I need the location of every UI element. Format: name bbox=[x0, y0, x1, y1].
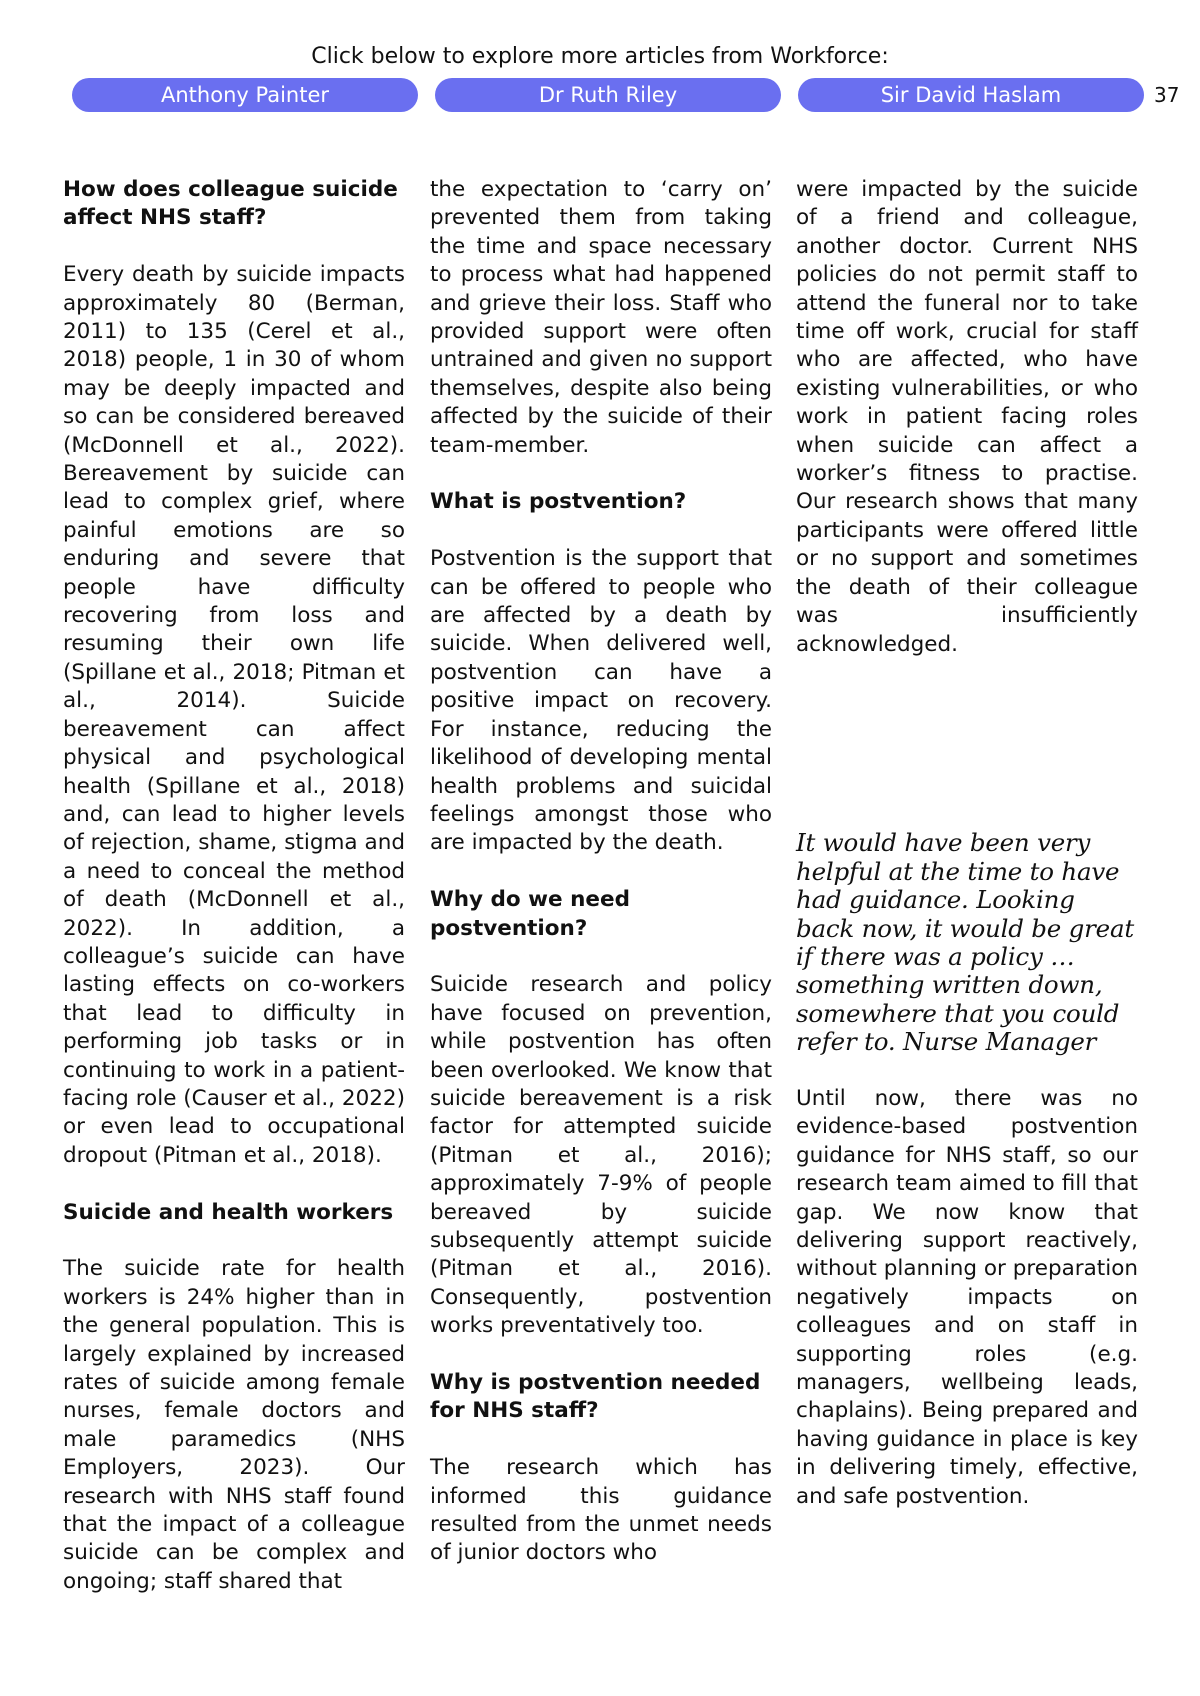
david-haslam-button[interactable]: Sir David Haslam bbox=[798, 78, 1144, 112]
body-paragraph: Until now, there was no evidence-based postvention guidance for NHS staff, so our research team aimed to fill that gap. We now know that delivering support reactively, without planning or preparation negatively impacts on colleagues and on staff in supporting roles (e.g. managers, wellbeing leads, chaplains). Being prepared and having guidance in place is key in delivering timely, effective, and safe postvention. bbox=[796, 1085, 1138, 1509]
spacer bbox=[796, 687, 1138, 829]
section-heading-why-need-postvention: Why do we need postvention? bbox=[430, 887, 630, 941]
body-paragraph: Postvention is the support that can be offered to people who are affected by a death by suicide. When delivered well, postvention can have a positive impact on recovery. For instance, reducing the likelihood of developing mental health problems and suicidal feelings amongst those who are impacted by the death. bbox=[430, 546, 772, 856]
section-heading-health-workers: Suicide and health workers bbox=[63, 1199, 394, 1225]
page-number: 37 bbox=[1154, 83, 1180, 107]
body-paragraph: The research which has informed this guidance resulted from the unmet needs of junior doctors who bbox=[430, 1455, 772, 1566]
column-3 bbox=[796, 176, 1138, 1539]
section-heading-colleague-suicide: How does colleague suicide affect NHS staff? bbox=[63, 177, 398, 231]
body-paragraph: Suicide research and policy have focused on prevention, while postvention has often been overlooked. We know that suicide bereavement is a risk factor for attempted suicide (Pitman et al., 2016); approximately 7-9% of people bereaved by suicide subsequently attempt suicide (Pitman et al., 2016). Consequently, postvention works preventatively too. bbox=[430, 972, 772, 1339]
ruth-riley-button[interactable]: Dr Ruth Riley bbox=[435, 78, 781, 112]
body-paragraph: The suicide rate for health workers is 24% higher than in the general population. This is largely explained by increased rates of suicide among female nurses, female doctors and male paramedics (NHS Employers, 2023). Our research with NHS staff found that the impact of a colleague suicide can be complex and ongoing; staff shared that bbox=[63, 1256, 405, 1594]
body-paragraph: were impacted by the suicide of a friend and colleague, another doctor. Current NHS policies do not permit staff to attend the funeral nor to take time off work, crucial for staff who are affected, who have existing vulnerabilities, or who work in patient facing roles when suicide can affect a worker’s fitness to practise. Our research shows that many participants were offered little or no support and sometimes the death of their colleague was insufficiently acknowledged. bbox=[796, 177, 1138, 657]
pull-quote: It would have been very helpful at the time to have had guidance. Looking back now, it would be great if there was a policy … something written down, somewhere that you could refer to. Nurse Manager bbox=[796, 828, 1135, 1057]
section-heading-why-nhs-staff: Why is postvention needed for NHS staff? bbox=[430, 1369, 761, 1424]
column-2 bbox=[430, 176, 772, 1596]
column-1 bbox=[63, 176, 405, 1625]
anthony-painter-button[interactable]: Anthony Painter bbox=[72, 78, 418, 112]
nav-prompt: Click below to explore more articles from Workforce: bbox=[311, 44, 889, 69]
body-paragraph: Every death by suicide impacts approximately 80 (Berman, 2011) to 135 (Cerel et al., 2018) people, 1 in 30 of whom may be deeply impacted and so can be considered bereaved (McDonnell et al., 2022). Bereavement by suicide can lead to complex grief, where painful emotions are so enduring and severe that people have difficulty recovering from loss and resuming their own life (Spillane et al., 2018; Pitman et al., 2014). Suicide bereavement can affect physical and psychological health (Spillane et al., 2018) and, can lead to higher levels of rejection, shame, stigma and a need to conceal the method of death (McDonnell et al., 2022). In addition, a colleague’s suicide can have lasting effects on co-workers that lead to difficulty in performing job tasks or in continuing to work in a patient-facing role (Causer et al., 2022) or even lead to occupational dropout (Pitman et al., 2018). bbox=[63, 262, 405, 1168]
section-heading-what-is-postvention: What is postvention? bbox=[430, 489, 687, 515]
body-paragraph: the expectation to ‘carry on’ prevented them from taking the time and space necessary to process what had happened and grieve their loss. Staff who provided support were often untrained and given no support themselves, despite also being affected by the suicide of their team-member. bbox=[430, 177, 772, 458]
